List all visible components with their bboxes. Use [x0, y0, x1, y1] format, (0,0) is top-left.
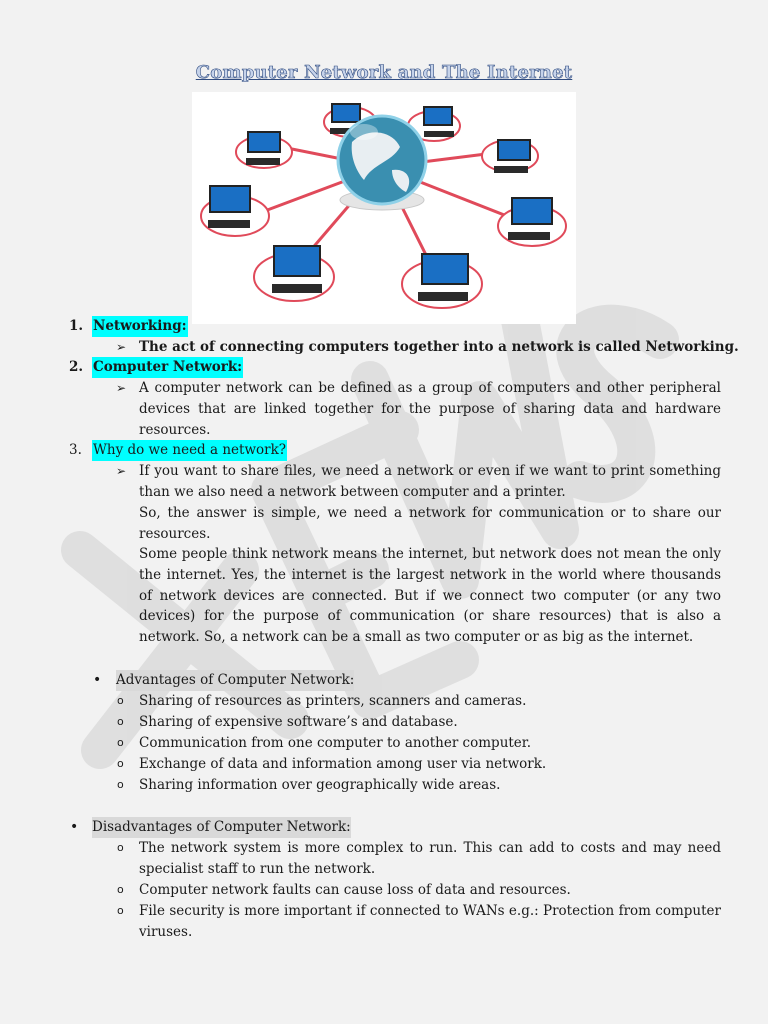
advantage-item: Sharing of resources as printers, scanners and cameras. — [139, 693, 527, 709]
advantage-item: Exchange of data and information among user via network. — [139, 756, 547, 772]
circle-marker: o — [117, 841, 124, 854]
circle-marker: o — [117, 694, 124, 707]
circle-marker: o — [117, 715, 124, 728]
disadvantage-item: File security is more important if connected to WANs e.g.: Protection from computer viruses. — [139, 903, 721, 940]
section-3-number: 3. — [69, 442, 82, 458]
section-2-heading: Computer Network: — [92, 357, 243, 378]
section-3-paragraph-3: Some people think network means the internet, but network does not mean the only the internet. Yes, the internet is the largest network in the world where thousands of network devices are connected. But if we connect two computer (or any two devices) for the purpose of communication (or share resources) that is also a network. So, a network can be a small as two computer or as big as the internet. — [139, 546, 721, 646]
network-illustration — [192, 92, 576, 324]
section-2-point: A computer network can be defined as a group of computers and other peripheral devices that are linked together for the purpose of sharing data and hardware resources. — [139, 380, 721, 438]
circle-marker: o — [117, 904, 124, 917]
circle-marker: o — [117, 757, 124, 770]
circle-marker: o — [117, 883, 124, 896]
section-1-heading: Networking: — [92, 316, 188, 337]
arrow-marker: ➢ — [116, 464, 127, 478]
section-3-heading: Why do we need a network? — [92, 440, 287, 461]
section-2-number: 2. — [69, 359, 84, 375]
arrow-marker: ➢ — [116, 381, 127, 395]
section-3-paragraph-2: So, the answer is simple, we need a network for communication or to share our resources. — [139, 505, 721, 542]
disadvantages-heading: Disadvantages of Computer Network: — [92, 817, 351, 838]
page-title: Computer Network and The Internet — [195, 62, 573, 83]
disadvantage-item: Computer network faults can cause loss of data and resources. — [139, 882, 571, 898]
circle-marker: o — [117, 778, 124, 791]
advantage-item: Sharing information over geographically wide areas. — [139, 777, 501, 793]
section-3-paragraph-1: If you want to share files, we need a network or even if we want to print something than we also need a network between computer and a printer. — [139, 463, 721, 500]
section-1-number: 1. — [69, 318, 84, 334]
advantages-heading: Advantages of Computer Network: — [116, 670, 354, 691]
advantage-item: Communication from one computer to another computer. — [139, 735, 532, 751]
circle-marker: o — [117, 736, 124, 749]
bullet-dot: • — [93, 672, 102, 688]
section-1-point: The act of connecting computers together into a network is called Networking. — [139, 339, 739, 355]
arrow-marker: ➢ — [116, 340, 127, 354]
disadvantage-item: The network system is more complex to run. This can add to costs and may need specialist staff to run the network. — [139, 840, 721, 877]
bullet-dot: • — [70, 819, 79, 835]
advantage-item: Sharing of expensive software’s and database. — [139, 714, 458, 730]
